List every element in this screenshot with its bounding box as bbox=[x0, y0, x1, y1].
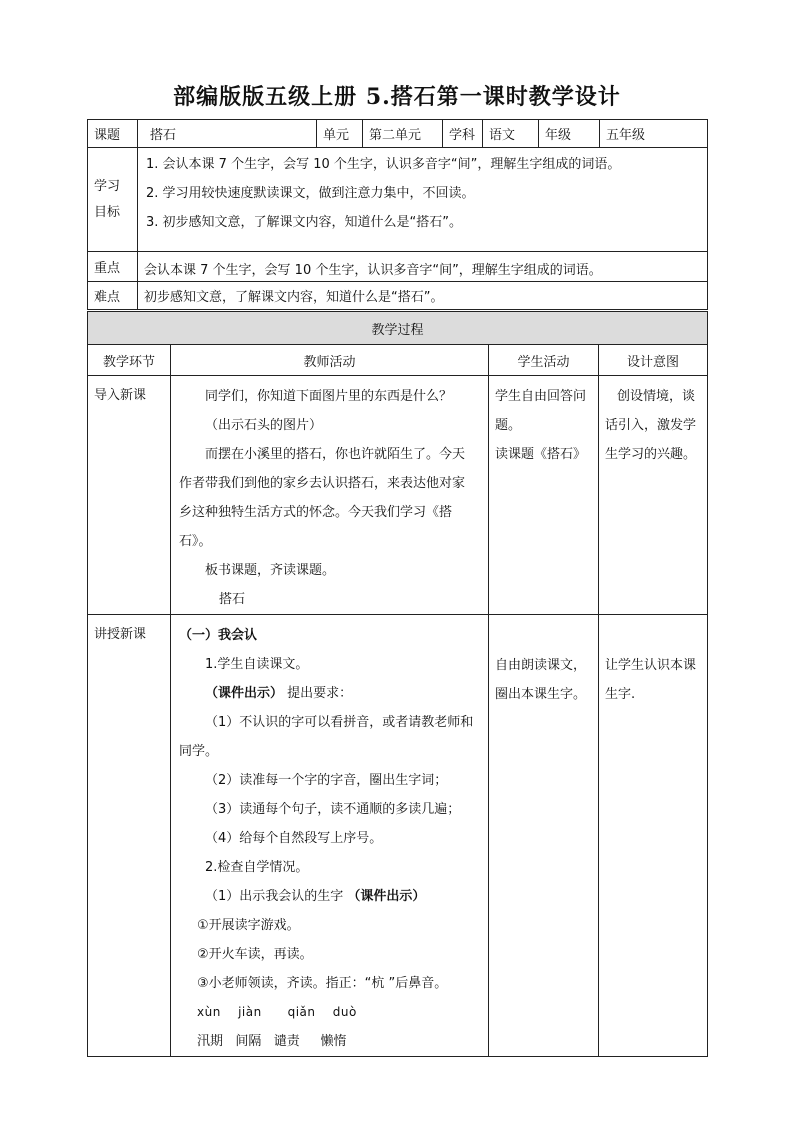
col-header-design: 设计意图 bbox=[599, 345, 708, 376]
requirement-item: （1）不认识的字可以看拼音，或者请教老师和同学。 bbox=[179, 715, 474, 759]
courseware-bold: （课件出示） bbox=[347, 889, 426, 904]
intro-line: 板书课题，齐读课题。 bbox=[205, 563, 336, 578]
pinyin-line: xùn jiàn qiǎn duò bbox=[197, 1005, 357, 1019]
subject-value: 语文 bbox=[483, 120, 539, 148]
process-table bbox=[87, 311, 708, 1057]
intro-student-activity: 学生自由回答问题。 读课题《搭石》 bbox=[489, 376, 599, 615]
col-header-student: 学生活动 bbox=[489, 345, 599, 376]
requirement-item: （2）读准每一个字的字音，圈出生字词； bbox=[205, 773, 448, 788]
intro-line: 而摆在小溪里的搭石，你也许就陌生了。今天作者带我们到他的家乡去认识搭石，来表达他对家乡这种独特生活方式的怀念。今天我们学习《搭石》。 bbox=[179, 447, 466, 549]
sub-step-line bbox=[179, 882, 480, 911]
unit-label: 单元 bbox=[317, 120, 363, 148]
col-header-teacher: 教师活动 bbox=[171, 345, 489, 376]
step-line: 1.学生自读课文。 bbox=[205, 657, 309, 672]
new-design-intent: 让学生认识本课生字. bbox=[599, 615, 708, 1057]
intro-design-intent: 创设情境，谈话引入，激发学生学习的兴趣。 bbox=[599, 376, 708, 615]
new-student-activity: 自由朗读课文，圈出本课生字。 bbox=[489, 615, 599, 1057]
goals-label-line2: 目标 bbox=[94, 204, 121, 220]
subject-label: 学科 bbox=[443, 120, 483, 148]
step-line: 2.检查自学情况。 bbox=[205, 860, 309, 875]
key-point-label: 重点 bbox=[88, 252, 138, 282]
intro-line: （出示石头的图片） bbox=[205, 418, 323, 433]
intro-line: 搭石 bbox=[219, 592, 246, 607]
goals-list bbox=[138, 148, 708, 252]
section-title: （一）我会认 bbox=[179, 628, 258, 643]
goal-item: 1. 会认本课 7 个生字，会写 10 个生字，认识多音字“间”，理解生字组成的词语。 bbox=[146, 157, 621, 172]
requirement-item: （4）给每个自然段写上序号。 bbox=[205, 831, 383, 846]
intro-line: 同学们，你知道下面图片里的东西是什么？ bbox=[205, 389, 453, 404]
unit-value: 第二单元 bbox=[363, 120, 443, 148]
goal-item: 2. 学习用较快速度默读课文，做到注意力集中，不回读。 bbox=[146, 186, 475, 201]
check-item: ③小老师领读，齐读。指正：“杭 ”后鼻音。 bbox=[197, 976, 448, 991]
stage-intro: 导入新课 bbox=[88, 376, 171, 615]
check-item: ②开火车读，再读。 bbox=[197, 947, 313, 962]
check-item: ①开展读字游戏。 bbox=[197, 918, 300, 933]
requirement-line bbox=[179, 679, 480, 708]
goals-label bbox=[88, 148, 138, 252]
topic-label: 课题 bbox=[88, 120, 138, 148]
courseware-bold: （课件出示） bbox=[205, 686, 284, 701]
goal-item: 3. 初步感知文意，了解课文内容，知道什么是“搭石”。 bbox=[146, 215, 463, 230]
goals-label-line1: 学习 bbox=[94, 178, 121, 194]
grade-value: 五年级 bbox=[600, 120, 708, 148]
stage-new: 讲授新课 bbox=[88, 615, 171, 1057]
grade-label: 年级 bbox=[539, 120, 600, 148]
col-header-stage: 教学环节 bbox=[88, 345, 171, 376]
page-title: 部编版版五级上册 5.搭石第一课时教学设计 bbox=[173, 84, 621, 110]
intro-teacher-activity bbox=[171, 376, 489, 615]
new-teacher-activity bbox=[171, 615, 489, 1057]
key-point-text: 会认本课 7 个生字，会写 10 个生字，认识多音字“间”，理解生字组成的词语。 bbox=[138, 252, 708, 282]
topic-value: 搭石 bbox=[138, 120, 317, 148]
requirement-item: （3）读通每个句子，读不通顺的多读几遍； bbox=[205, 802, 461, 817]
difficulty-text: 初步感知文意，了解课文内容，知道什么是“搭石”。 bbox=[138, 282, 708, 310]
sub-step-text: （1）出示我会认的生字 bbox=[205, 889, 344, 904]
requirement-text: 提出要求： bbox=[287, 686, 353, 701]
difficulty-label: 难点 bbox=[88, 282, 138, 310]
process-header: 教学过程 bbox=[88, 312, 708, 345]
info-table bbox=[87, 119, 708, 310]
words-line: 汛期 间隔 谴责 懒惰 bbox=[197, 1034, 347, 1049]
